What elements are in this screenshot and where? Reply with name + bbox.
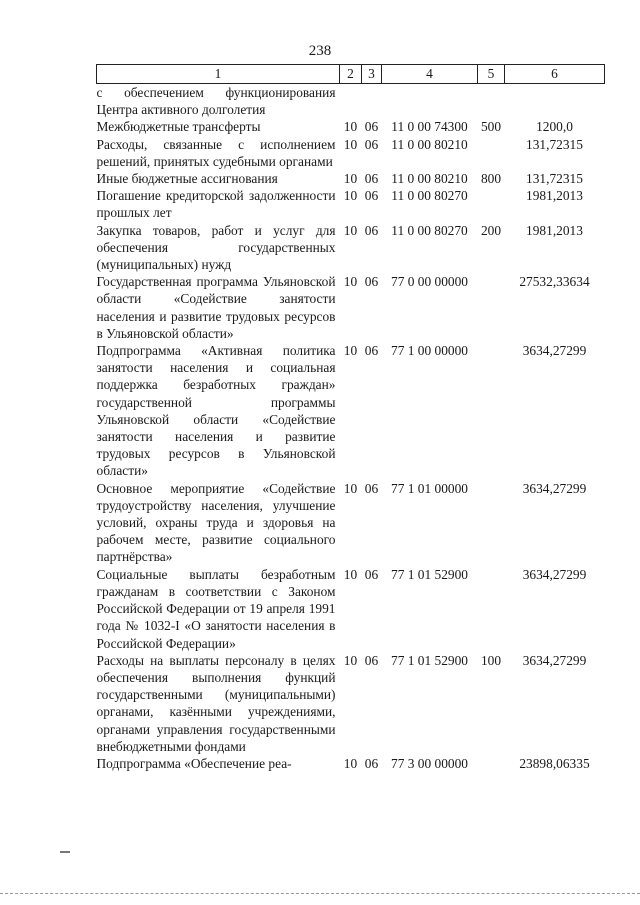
row-name: Подпрограмма «Активная политика занятости населения и социальная поддержка безработных граждан» государственной программы Ульяновской области «Содействие занятости населения и развитие трудовых ресурсов в Ульяновской области» <box>96 343 336 479</box>
table-row <box>97 566 605 652</box>
table-row <box>97 84 605 119</box>
row-section: 10 <box>343 222 358 238</box>
row-amount: 23898,06335 <box>519 755 590 771</box>
table-row <box>97 118 605 135</box>
row-name: Основное мероприятие «Содействие трудоустройству населения, улучшение условий, охраны труда и здоровья на рабочем месте, развитие социального партнёрства» <box>96 480 336 565</box>
row-section: 10 <box>343 755 358 771</box>
row-section: 10 <box>343 188 358 204</box>
row-name: с обеспечением функционирования Центра активного долголетия <box>96 85 336 118</box>
col-header-name: 1 <box>97 65 340 84</box>
row-amount: 131,72315 <box>526 171 583 187</box>
row-expense: 500 <box>480 119 502 135</box>
row-amount: 131,72315 <box>526 136 583 152</box>
row-section: 10 <box>343 343 358 359</box>
row-section: 10 <box>343 480 358 496</box>
row-name: Расходы на выплаты персоналу в целях обеспечения выполнения функций государственными (муниципальными) органами, казёнными учреждениями, органами управления государственными внебюджетными фондами <box>96 652 336 754</box>
row-target: 11 0 00 80270 <box>391 222 468 238</box>
budget-table <box>96 64 605 772</box>
row-section: 10 <box>343 566 358 582</box>
row-target: 77 1 00 00000 <box>391 343 468 359</box>
row-expense <box>478 84 505 119</box>
row-amount: 27532,33634 <box>519 274 590 290</box>
row-subsection <box>362 84 382 119</box>
row-target: 77 0 00 00000 <box>391 274 468 290</box>
row-expense <box>478 342 505 480</box>
row-target: 77 1 01 00000 <box>391 480 468 496</box>
row-expense <box>478 566 505 652</box>
row-section: 10 <box>343 119 358 135</box>
row-subsection: 06 <box>364 566 379 582</box>
row-subsection: 06 <box>364 136 379 152</box>
row-target: 77 3 00 00000 <box>391 755 468 771</box>
row-amount: 3634,27299 <box>522 566 587 582</box>
row-subsection: 06 <box>364 274 379 290</box>
row-subsection: 06 <box>364 652 379 668</box>
table-row <box>97 170 605 187</box>
row-section: 10 <box>343 274 358 290</box>
row-subsection: 06 <box>364 171 379 187</box>
row-expense <box>478 480 505 566</box>
row-subsection: 06 <box>364 222 379 238</box>
row-amount: 3634,27299 <box>522 343 587 359</box>
row-name: Государственная программа Ульяновской области «Содействие занятости населения и развитие трудовых ресурсов в Ульяновской области» <box>96 274 336 341</box>
row-subsection: 06 <box>364 343 379 359</box>
row-section: 10 <box>343 652 358 668</box>
col-header-amount: 6 <box>505 65 605 84</box>
row-target: 11 0 00 80270 <box>391 188 468 204</box>
row-subsection: 06 <box>364 188 379 204</box>
row-expense: 800 <box>480 171 502 187</box>
row-target: 11 0 00 74300 <box>391 119 468 135</box>
scan-mark <box>60 851 70 853</box>
row-amount: 1981,2013 <box>526 222 583 238</box>
row-name: Расходы, связанные с исполнением решений, принятых судебными органами <box>96 136 336 169</box>
row-amount <box>505 84 605 119</box>
row-section: 10 <box>343 171 358 187</box>
row-subsection: 06 <box>364 480 379 496</box>
row-section <box>340 84 362 119</box>
table-row <box>97 187 605 221</box>
row-target <box>382 84 478 119</box>
row-name: Межбюджетные трансферты <box>96 119 261 135</box>
col-header-target: 4 <box>382 65 478 84</box>
page-number: 238 <box>308 43 332 59</box>
row-expense <box>478 755 505 772</box>
row-subsection: 06 <box>364 119 379 135</box>
table-row <box>97 755 605 772</box>
row-name: Закупка товаров, работ и услуг для обеспечения государственных (муниципальных) нужд <box>96 222 336 273</box>
table-row <box>97 480 605 566</box>
col-header-subsection: 3 <box>362 65 382 84</box>
row-expense: 200 <box>480 222 502 238</box>
row-amount: 3634,27299 <box>522 480 587 496</box>
row-target: 11 0 00 80210 <box>391 171 468 187</box>
row-name: Погашение кредиторской задолженности прошлых лет <box>96 188 336 221</box>
row-target: 11 0 00 80210 <box>391 136 468 152</box>
row-section: 10 <box>343 136 358 152</box>
col-header-expense: 5 <box>478 65 505 84</box>
row-name: Социальные выплаты безработным гражданам в соответствии с Законом Российской Федерации от 19 апреля 1991 года № 1032-I «О занятости населения в Российской Федерации» <box>96 566 336 651</box>
header-row <box>97 65 605 84</box>
row-expense: 100 <box>480 652 502 668</box>
table-row <box>97 273 605 342</box>
row-amount: 1200,0 <box>536 119 573 135</box>
row-expense <box>478 136 505 170</box>
row-expense <box>478 273 505 342</box>
table-row <box>97 136 605 170</box>
row-expense <box>478 187 505 221</box>
table-row <box>97 652 605 755</box>
row-amount: 3634,27299 <box>522 652 587 668</box>
table-row <box>97 222 605 274</box>
row-amount: 1981,2013 <box>526 188 583 204</box>
row-target: 77 1 01 52900 <box>391 566 468 582</box>
row-name: Иные бюджетные ассигнования <box>96 171 278 187</box>
col-header-section: 2 <box>340 65 362 84</box>
row-name: Подпрограмма «Обеспечение реа- <box>96 755 292 771</box>
row-subsection: 06 <box>364 755 379 771</box>
table-row <box>97 342 605 480</box>
row-target: 77 1 01 52900 <box>391 652 468 668</box>
scan-border <box>0 893 640 896</box>
